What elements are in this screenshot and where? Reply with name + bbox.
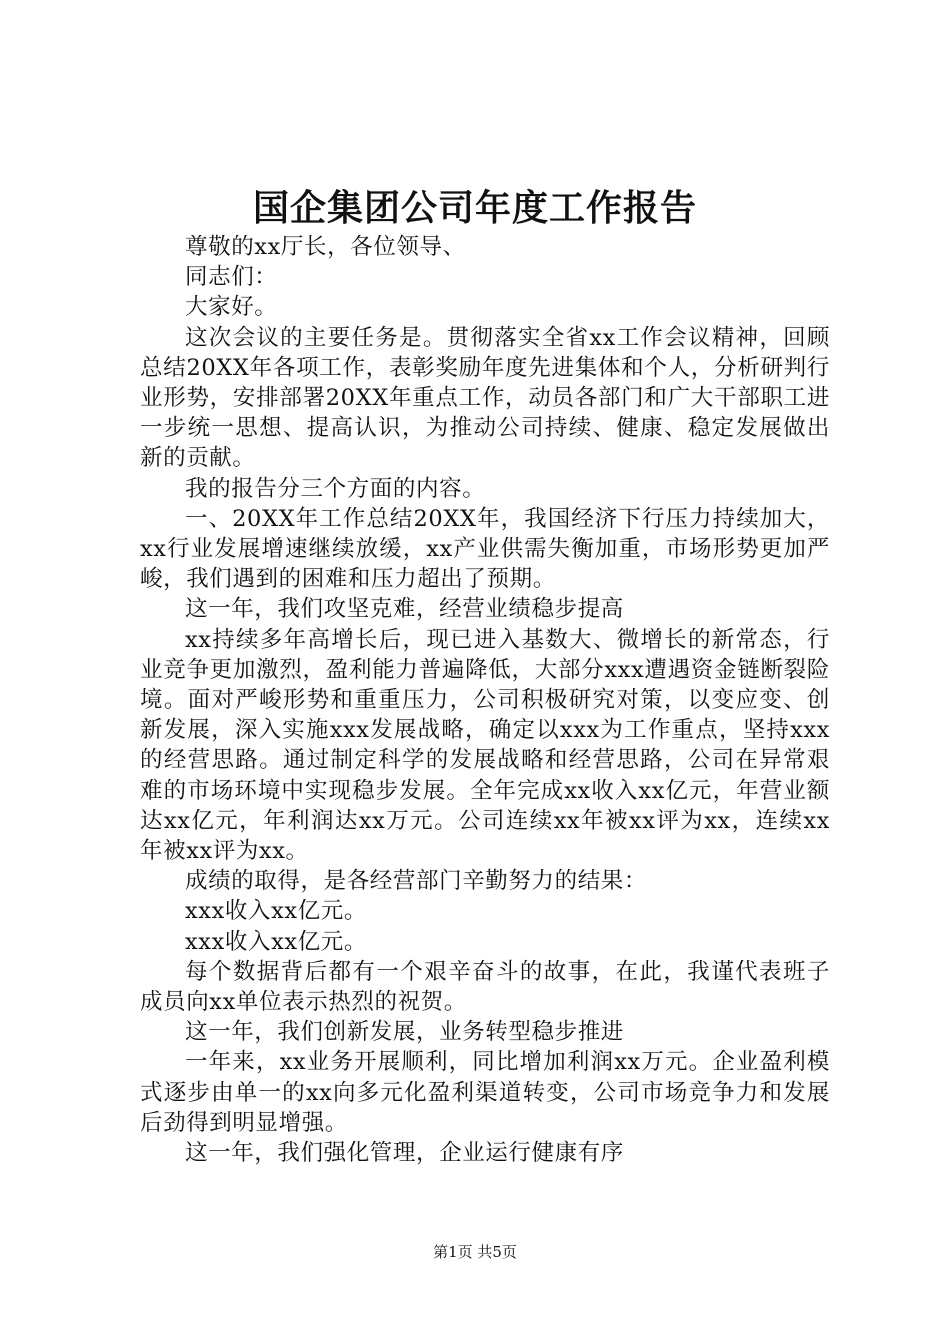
paragraph: 成绩的取得，是各经营部门辛勤努力的结果： <box>185 868 648 895</box>
paragraph: 这一年，我们强化管理，企业运行健康有序 <box>185 1140 624 1167</box>
paragraph: 同志们： <box>185 264 278 291</box>
document-body <box>140 232 830 1168</box>
paragraph: 一年来，xx业务开展顺利，同比增加利润xx万元。企业盈利模式逐步由单一的xx向多元化盈利渠道转变，公司市场竞争力和发展后劲得到明显增强。 <box>140 1049 830 1136</box>
paragraph: 尊敬的xx厅长，各位领导、 <box>185 234 466 260</box>
document-title: 国企集团公司年度工作报告 <box>252 187 697 229</box>
paragraph: 这次会议的主要任务是。贯彻落实全省xx工作会议精神，回顾总结20XX年各项工作，表彰奖励年度先进集体和个人，分析研判行业形势，安排部署20XX年重点工作，动员各部门和广大干部职工进一步统一思想、提高认识，为推动公司持续、健康、稳定发展做出新的贡献。 <box>140 324 830 472</box>
paragraph: 大家好。 <box>185 294 278 321</box>
paragraph: 一、20XX年工作总结20XX年，我国经济下行压力持续加大，xx行业发展增速继续放缓，xx产业供需失衡加重，市场形势更加严峻，我们遇到的困难和压力超出了预期。 <box>140 505 830 593</box>
paragraph: 这一年，我们创新发展，业务转型稳步推进 <box>185 1019 624 1046</box>
paragraph: 这一年，我们攻坚克难，经营业绩稳步提高 <box>185 596 624 623</box>
paragraph: xxx收入xx亿元。 <box>185 898 367 925</box>
paragraph: 我的报告分三个方面的内容。 <box>185 475 486 502</box>
paragraph: xx持续多年高增长后，现已进入基数大、微增长的新常态，行业竞争更加激烈，盈利能力普遍降低，大部分xxx遭遇资金链断裂险境。面对严峻形势和重重压力，公司积极研究对策，以变应变、创新发展，深入实施xxx发展战略，确定以xxx为工作重点，坚持xxx的经营思路。通过制定科学的发展战略和经营思路，公司在异常艰难的市场环境中实现稳步发展。全年完成xx收入xx亿元，年营业额达xx亿元，年利润达xx万元。公司连续xx年被xx评为xx，连续xx年被xx评为xx。 <box>140 626 830 865</box>
page-number: 第1页 共5页 <box>433 1243 517 1261</box>
paragraph: 每个数据背后都有一个艰辛奋斗的故事，在此，我谨代表班子成员向xx单位表示热烈的祝贺。 <box>140 958 830 1016</box>
paragraph: xxx收入xx亿元。 <box>185 928 367 955</box>
